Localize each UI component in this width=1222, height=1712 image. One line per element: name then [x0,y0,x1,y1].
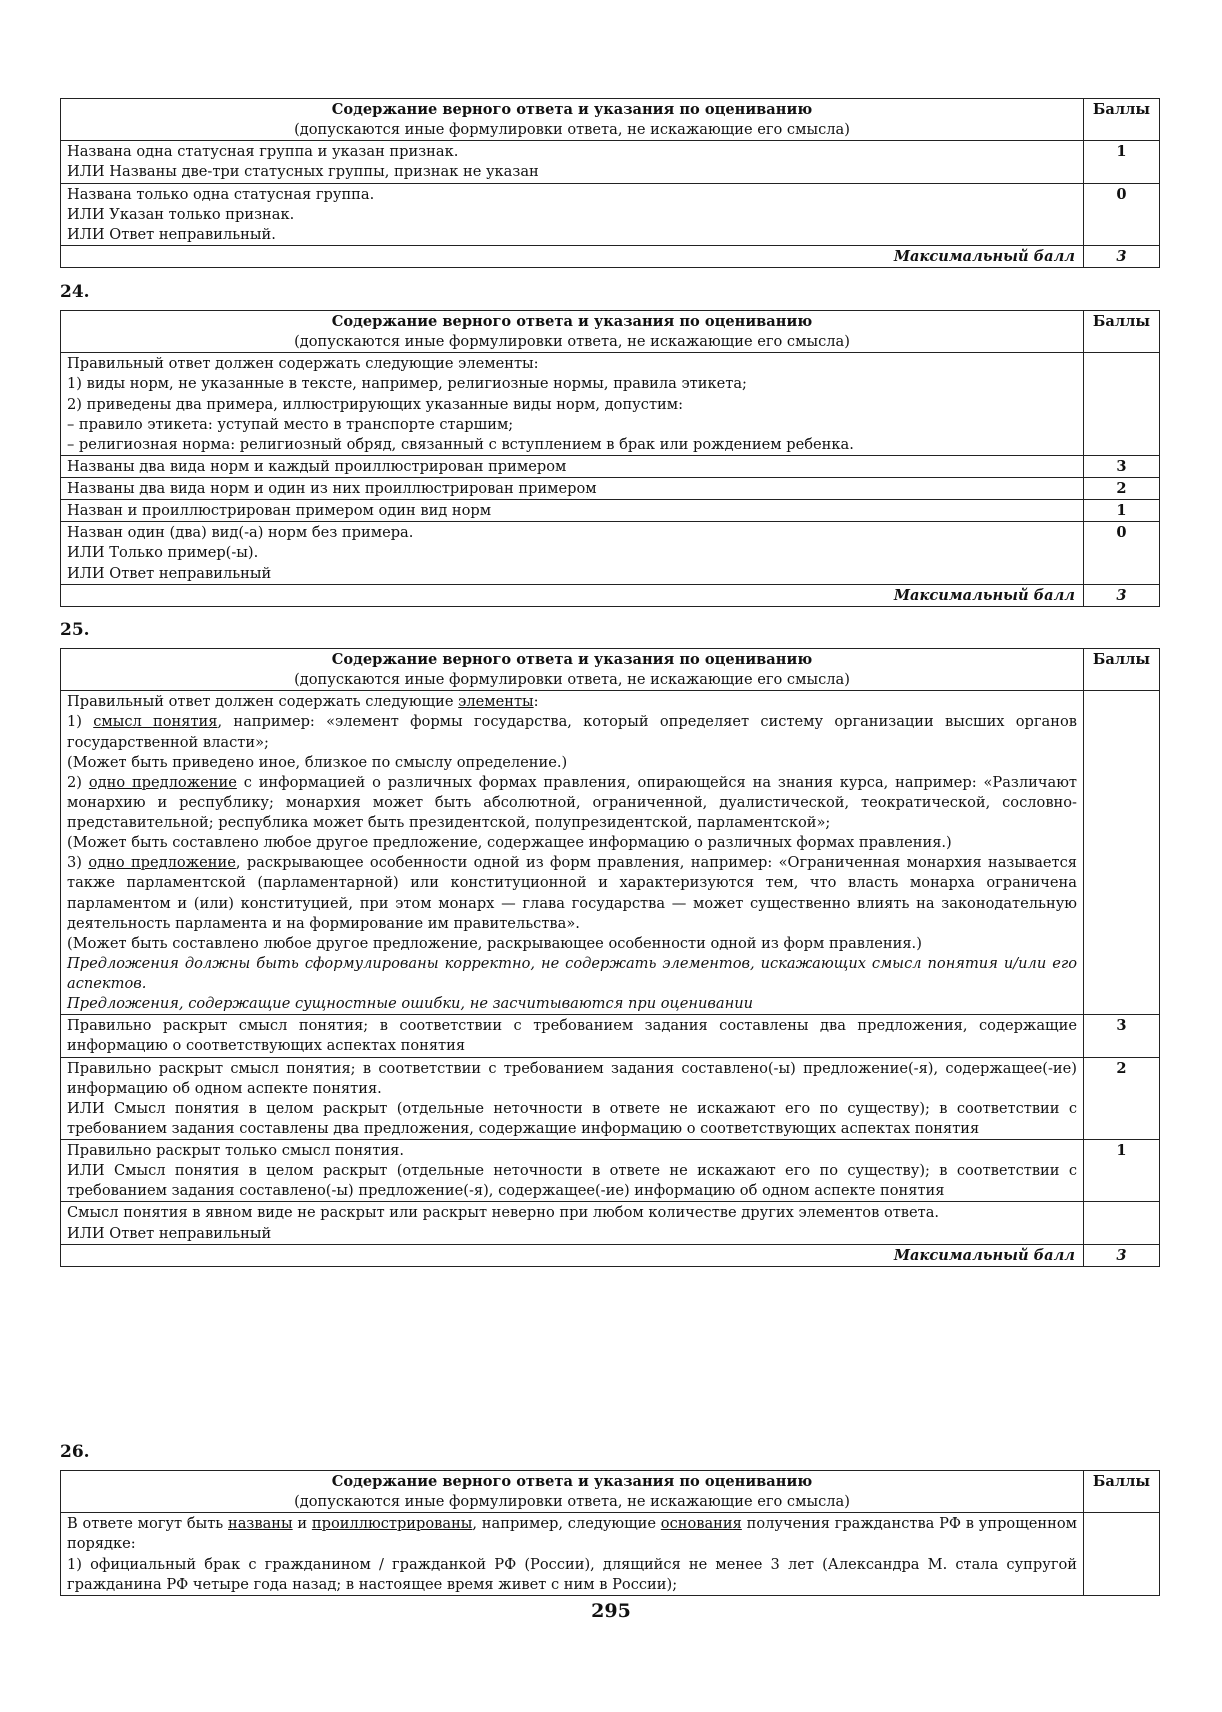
row-text: Смысл понятия в явном виде не раскрыт или раскрыт неверно при любом количестве других элементов ответа. [67,1204,940,1222]
table-row [61,1057,1160,1140]
q23-header [61,99,1084,141]
header-subtitle: (допускаются иные формулировки ответа, не искажающие его смысла) [294,671,850,689]
q25-number: 25. [60,620,90,640]
content-line: Правильный ответ должен содержать следующие элементы: [67,355,539,373]
q26-header [61,1471,1084,1513]
content-line: Предложения должны быть сформулированы корректно, не содержать элементов, искажающих смысл понятия и/или его аспектов. [67,954,1077,992]
row-points: 0 [1084,522,1160,584]
text: смысл понятия [93,713,218,731]
row-text: Правильно раскрыт смысл понятия; в соответствии с требованием задания составлено(-ы) предложение(-я), содержащее(-ие) информацию об одном аспекте понятия. [67,1059,1077,1097]
header-subtitle: (допускаются иные формулировки ответа, не искажающие его смысла) [294,333,850,351]
row-points: 2 [1084,478,1160,500]
text: основания [660,1515,742,1533]
q25-header [61,649,1084,691]
content-line: 2) приведены два примера, иллюстрирующих указанные виды норм, допустим: [67,395,684,413]
q23-table-wrap [60,98,1160,268]
content-line: Предложения, содержащие сущностные ошибки, не засчитываются при оценивании [67,995,753,1013]
table-row [61,1015,1160,1057]
header-title: Содержание верного ответа и указания по оцениванию [331,651,813,668]
table-row [61,1202,1160,1244]
row-points: 1 [1084,1140,1160,1202]
q24-table [60,310,1160,607]
page-number: 295 [591,1600,631,1622]
q24-header [61,311,1084,353]
content-line [67,712,1077,752]
row-text: Названы два вида норм и каждый проиллюстрирован примером [67,457,567,475]
row-text: Правильно раскрыт смысл понятия; в соответствии с требованием задания составлены два предложения, содержащие информацию о соответствующих аспектах понятия [67,1017,1077,1055]
text: 1) [67,713,94,731]
q25-table-wrap [60,648,1160,1267]
row-points: 3 [1084,455,1160,477]
q26-number: 26. [60,1442,90,1462]
max-row [61,1244,1160,1266]
row-points: 3 [1084,1015,1160,1057]
table-row [61,183,1160,245]
content-row [61,691,1160,1015]
row-text: ИЛИ Ответ неправильный [67,564,272,582]
row-points: 2 [1084,1057,1160,1140]
row-text: ИЛИ Смысл понятия в целом раскрыт (отдельные неточности в ответе не искажают его по существу); в соответствии с требованием задания составлены два предложения, содержащие информацию о соответствующих аспектах понятия [67,1099,1077,1137]
text: и [292,1515,312,1533]
content-line [67,1514,1077,1554]
header-subtitle: (допускаются иные формулировки ответа, не искажающие его смысла) [294,121,850,139]
q23-table [60,98,1160,268]
content-line: – правило этикета: уступай место в транспорте старшим; [67,415,514,433]
row-text: Названы два вида норм и один из них проиллюстрирован примером [67,480,597,497]
text: В ответе могут быть [67,1515,228,1533]
content-line: (Может быть приведено иное, близкое по смыслу определение.) [67,753,568,771]
row-text: Названа только одна статусная группа. [67,185,375,203]
points-header: Баллы [1084,311,1160,353]
content-line: (Может быть составлено любое другое предложение, раскрывающее особенности одной из форм правления.) [67,934,922,952]
text: , например: «элемент формы государства, который определяет систему организации высших органов государственной власти»; [67,713,1077,751]
content-line: 1) виды норм, не указанные в тексте, например, религиозные нормы, правила этикета; [67,375,747,393]
row-text: ИЛИ Только пример(-ы). [67,544,259,562]
row-points: 1 [1084,500,1160,522]
q24-number: 24. [60,282,90,302]
points-header: Баллы [1084,1471,1160,1513]
row-text: ИЛИ Названы две-три статусных группы, признак не указан [67,163,539,181]
text: : [533,693,539,711]
content-line: – религиозная норма: религиозный обряд, связанный с вступлением в брак или рождением ребенка. [67,435,854,453]
points-header: Баллы [1084,649,1160,691]
text: одно предложение [88,854,236,872]
text: проиллюстрированы [311,1515,473,1533]
row-text: Правильно раскрыт только смысл понятия. [67,1142,405,1159]
content-line [67,692,1077,712]
max-label: Максимальный балл [61,1244,1084,1266]
table-row [61,522,1160,584]
header-title: Содержание верного ответа и указания по оцениванию [331,313,813,330]
content-line: 1) официальный брак с гражданином / гражданкой РФ (России), длящийся не менее 3 лет (Александра М. стала супругой гражданина РФ четыре года назад; в настоящее время живет с ним в России); [67,1555,1077,1593]
content-row [61,1513,1160,1596]
text: с информацией о различных формах правления, опирающейся на знания курса, например: «Различают монархию и республику; монархия может быть абсолютной, ограниченной, дуалистической, теократической, сословно-представительной; республика может быть президентской, полупрезидентской, парламентской»; [67,773,1078,831]
content-line [67,773,1077,833]
header-title: Содержание верного ответа и указания по оцениванию [331,101,813,118]
text: Правильный ответ должен содержать следующие [67,693,459,711]
text: элементы [458,693,534,711]
max-label: Максимальный балл [61,245,1084,267]
q25-table [60,648,1160,1267]
row-points: 0 [1084,183,1160,245]
row-text: Названа одна статусная группа и указан признак. [67,143,459,161]
max-row [61,245,1160,267]
table-row [61,1140,1160,1202]
text: 3) [67,854,89,872]
q24-table-wrap [60,310,1160,607]
row-text: ИЛИ Смысл понятия в целом раскрыт (отдельные неточности в ответе не искажают его по существу); в соответствии с требованием задания составлено(-ы) предложение(-я), содержащее(-ие) информацию об одном аспекте понятия [67,1162,1077,1200]
q26-table-wrap [60,1470,1160,1596]
content-line: (Может быть составлено любое другое предложение, содержащее информацию о различных формах правления.) [67,834,952,852]
max-value: 3 [1084,1244,1160,1266]
content-row [61,353,1160,456]
header-title: Содержание верного ответа и указания по оцениванию [331,1473,813,1490]
row-text: Назван и проиллюстрирован примером один вид норм [67,502,492,520]
text: , раскрывающее особенности одной из форм правления, например: «Ограниченная монархия называется также парламентской (парламентарной) или конституционной и характеризуются тем, что власть монарха ограничена парламентом и (или) конституцией, при этом монарх — глава государства — может существенно влиять на законодательную деятельность парламента и на формирование им правительства». [67,854,1078,932]
points-header: Баллы [1084,99,1160,141]
q26-table [60,1470,1160,1596]
row-text: ИЛИ Ответ неправильный [67,1224,272,1242]
text: одно предложение [88,773,237,791]
text: 2) [67,773,89,791]
table-row [61,500,1160,522]
max-row [61,584,1160,606]
header-subtitle: (допускаются иные формулировки ответа, не искажающие его смысла) [294,1493,850,1511]
content-line [67,853,1077,934]
row-points [1084,1202,1160,1244]
table-row [61,478,1160,500]
text: получения гражданства РФ в упрощенном порядке: [67,1515,1077,1553]
max-value: 3 [1084,584,1160,606]
text: , например, следующие [472,1515,661,1533]
table-row [61,455,1160,477]
row-text: ИЛИ Указан только признак. [67,205,295,223]
row-text: ИЛИ Ответ неправильный. [67,225,276,243]
max-label: Максимальный балл [61,584,1084,606]
text: названы [228,1515,293,1533]
max-value: 3 [1084,245,1160,267]
table-row [61,141,1160,183]
row-text: Назван один (два) вид(-а) норм без примера. [67,524,414,542]
row-points: 1 [1084,141,1160,183]
